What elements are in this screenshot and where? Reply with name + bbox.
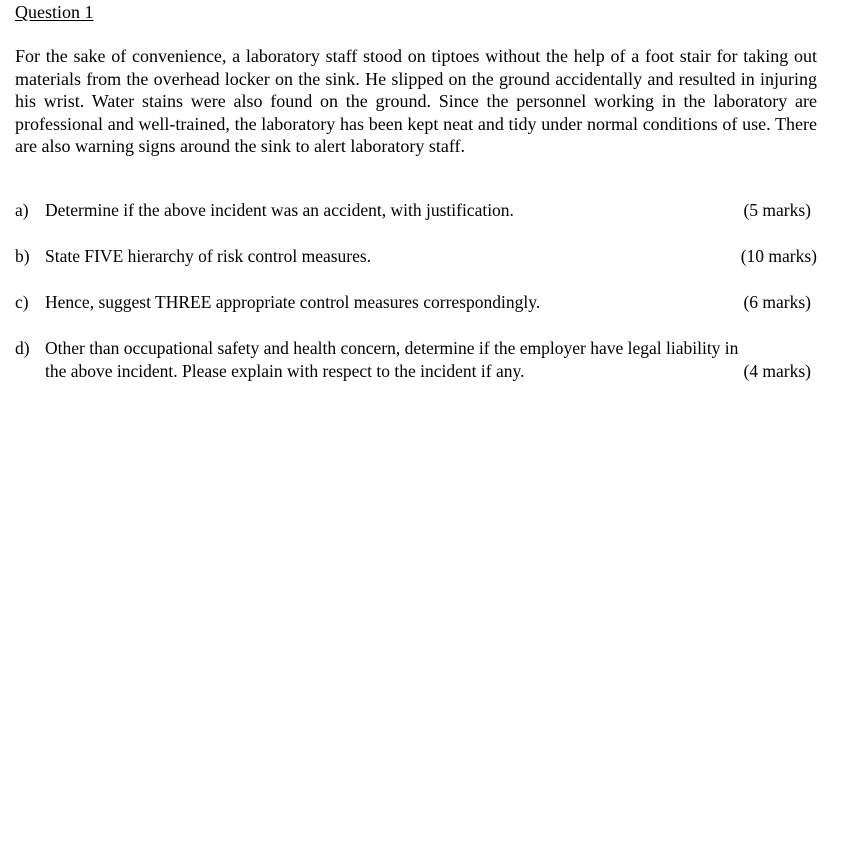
scenario-paragraph: For the sake of convenience, a laboratory staff stood on tiptoes without the help of a foot stair for taking out materials from the overhead locker on the sink. He slipped on the ground accidentally and resulted in injuring his wrist. Water stains were also found on the ground. Since the personnel working in the laboratory are professional and well-trained, the laboratory has been kept neat and tidy under normal conditions of use. There are also warning signs around the sink to alert laboratory staff. xyxy=(15,46,817,157)
part-text: Hence, suggest THREE appropriate control measures correspondingly. xyxy=(45,292,541,312)
part-text-line-2: the above incident. Please explain with respect to the incident if any. xyxy=(45,361,525,381)
part-marks: (4 marks) xyxy=(743,361,811,381)
question-part-b xyxy=(15,245,817,269)
part-text: State FIVE hierarchy of risk control measures. xyxy=(45,246,372,266)
part-text-line-1: Other than occupational safety and health concern, determine if the employer have legal liability in xyxy=(45,338,739,358)
question-title: Question 1 xyxy=(15,2,94,22)
part-marks: (10 marks) xyxy=(740,246,817,266)
question-part-a xyxy=(15,199,817,223)
part-letter: a) xyxy=(15,200,29,220)
part-letter: b) xyxy=(15,246,30,266)
part-letter: c) xyxy=(15,292,29,312)
question-part-d xyxy=(15,337,817,385)
question-part-c xyxy=(15,291,817,315)
part-marks: (5 marks) xyxy=(743,200,811,220)
part-marks: (6 marks) xyxy=(743,292,811,312)
part-text: Determine if the above incident was an accident, with justification. xyxy=(45,200,514,220)
part-letter: d) xyxy=(15,338,30,358)
